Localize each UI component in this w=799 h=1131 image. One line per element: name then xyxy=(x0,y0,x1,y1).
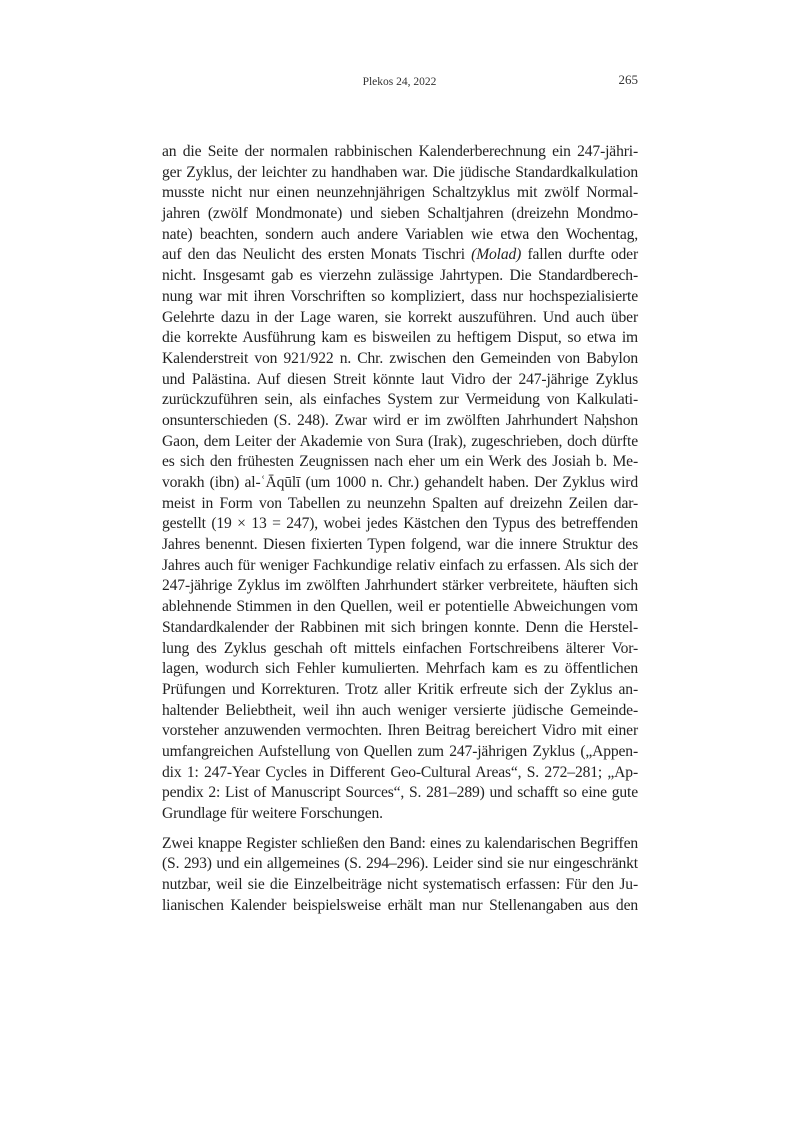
text-line xyxy=(162,390,638,411)
text-segment: (S. 293) und ein allgemeines (S. 294–296). Leider sind sie nur eingeschränkt xyxy=(162,855,638,873)
text-segment: Prüfungen und Korrekturen. Trotz aller Kritik erfreute sich der Zyklus an- xyxy=(162,680,638,698)
text-line xyxy=(162,452,638,473)
text-line xyxy=(162,854,638,875)
text-segment: meist in Form von Tabellen zu neunzehn Spalten auf dreizehn Zeilen dar- xyxy=(162,494,638,512)
text-line xyxy=(162,328,638,349)
text-line xyxy=(162,349,638,370)
text-line xyxy=(162,204,638,225)
text-line xyxy=(162,245,638,266)
text-segment: fallen durfte oder xyxy=(521,246,638,264)
text-line xyxy=(162,618,638,639)
text-line xyxy=(162,494,638,515)
text-segment: Kalenderstreit von 921/922 n. Chr. zwischen den Gemeinden von Babylon xyxy=(162,349,638,367)
text-segment: lung des Zyklus geschah oft mittels einfachen Fortschreibens älterer Vor- xyxy=(162,639,638,657)
text-segment: Zwei knappe Register schließen den Band: eines zu kalendarischen Begriffen xyxy=(162,834,638,852)
paragraph xyxy=(162,834,638,917)
text-segment: Gelehrte dazu in der Lage waren, sie korrekt auszuführen. Und auch über xyxy=(162,308,638,326)
text-segment: Gaon, dem Leiter der Akademie von Sura (Irak), zugeschrieben, doch dürfte xyxy=(162,432,638,450)
text-line xyxy=(162,680,638,701)
text-segment: es sich den frühesten Zeugnissen nach eher um ein Werk des Josiah b. Me- xyxy=(162,453,638,471)
text-line xyxy=(162,875,638,896)
running-head: Plekos 24, 2022 xyxy=(362,76,437,88)
text-line xyxy=(162,556,638,577)
text-segment: musste nicht nur einen neunzehnjährigen Schaltzyklus mit zwölf Normal- xyxy=(162,184,638,202)
text-line xyxy=(162,308,638,329)
text-line xyxy=(162,783,638,804)
text-segment: nung war mit ihren Vorschriften so kompliziert, dass nur hochspezialisierte xyxy=(162,287,638,305)
text-segment: nicht. Insgesamt gab es vierzehn zulässige Jahrtypen. Die Standardberech- xyxy=(162,267,638,285)
text-segment: und Palästina. Auf diesen Streit könnte laut Vidro der 247-jährige Zyklus xyxy=(162,370,638,388)
text-segment: Standardkalender der Rabbinen mit sich bringen konnte. Denn die Herstel- xyxy=(162,618,638,636)
text-segment: umfangreichen Aufstellung von Quellen zum 247-jährigen Zyklus („Appen- xyxy=(162,742,638,760)
text-line xyxy=(162,411,638,432)
text-line xyxy=(162,287,638,308)
text-segment: vorsteher anzuwenden vermochten. Ihren Beitrag bereichert Vidro mit einer xyxy=(162,722,638,740)
text-segment: pendix 2: List of Manuscript Sources“, S. 281–289) und schafft so eine gute xyxy=(162,784,638,802)
text-segment: 247-jährige Zyklus im zwölften Jahrhundert stärker verbreitete, häuften sich xyxy=(162,577,638,595)
text-line xyxy=(162,514,638,535)
text-segment: dix 1: 247-Year Cycles in Different Geo-Cultural Areas“, S. 272–281; „Ap- xyxy=(162,763,638,781)
text-segment: gestellt (19 × 13 = 247), wobei jedes Kästchen den Typus des betreffenden xyxy=(162,515,638,533)
text-line xyxy=(162,742,638,763)
text-segment: lagen, wodurch sich Fehler kumulierten. Mehrfach kam es zu öffentlichen xyxy=(162,660,638,678)
text-segment: ger Zyklus, der leichter zu handhaben war. Die jüdische Standardkalkulation xyxy=(162,163,638,181)
text-segment: haltender Beliebtheit, weil ihn auch weniger versierte jüdische Gemeinde- xyxy=(162,701,638,719)
text-segment: vorakh (ibn) al-ʿĀqūlī (um 1000 n. Chr.) gehandelt haben. Der Zyklus wird xyxy=(162,474,638,491)
text-segment: lianischen Kalender beispielsweise erhält man nur Stellenangaben aus den xyxy=(162,896,638,914)
text-segment: Grundlage für weitere Forschungen. xyxy=(162,805,383,822)
text-line xyxy=(162,804,638,825)
text-line xyxy=(162,473,638,494)
paragraph xyxy=(162,142,638,825)
text-segment: nutzbar, weil sie die Einzelbeiträge nicht systematisch erfassen: Für den Ju- xyxy=(162,876,638,894)
text-line xyxy=(162,576,638,597)
text-segment: ablehnende Stimmen in den Quellen, weil er potentielle Abweichungen vom xyxy=(162,598,638,616)
text-segment: die korrekte Ausführung kam es bisweilen zu heftigem Disput, so etwa im xyxy=(162,329,638,347)
text-segment: Jahres benennt. Diesen fixierten Typen folgend, war die innere Struktur des xyxy=(162,536,638,554)
italic-term: (Molad) xyxy=(471,246,522,264)
text-line xyxy=(162,225,638,246)
text-segment: onsunterschieden (S. 248). Zwar wird er im zwölften Jahrhundert Naḥshon xyxy=(162,411,638,429)
page-number: 265 xyxy=(618,72,638,87)
text-line xyxy=(162,659,638,680)
text-line xyxy=(162,639,638,660)
text-line xyxy=(162,763,638,784)
text-line xyxy=(162,183,638,204)
text-segment: nate) beachten, sondern auch andere Variablen wie etwa den Wochentag, xyxy=(162,225,638,243)
text-line xyxy=(162,597,638,618)
text-line xyxy=(162,834,638,855)
text-segment: zurückzuführen sein, als einfaches System zur Vermeidung von Kalkulati- xyxy=(162,391,638,409)
text-line xyxy=(162,896,638,917)
text-segment: jahren (zwölf Mondmonate) und sieben Schaltjahren (dreizehn Mondmo- xyxy=(162,205,638,223)
text-segment: an die Seite der normalen rabbinischen Kalenderberechnung ein 247-jähri- xyxy=(162,143,638,160)
text-line xyxy=(162,721,638,742)
text-line xyxy=(162,432,638,453)
text-line xyxy=(162,701,638,722)
body-text xyxy=(162,142,638,916)
text-line xyxy=(162,370,638,391)
text-segment: auf den das Neulicht des ersten Monats Tischri xyxy=(162,246,472,264)
text-line xyxy=(162,535,638,556)
text-segment: Jahres auch für weniger Fachkundige relativ einfach zu erfassen. Als sich der xyxy=(162,556,638,574)
text-line xyxy=(162,163,638,184)
text-line xyxy=(162,142,638,163)
text-line xyxy=(162,266,638,287)
